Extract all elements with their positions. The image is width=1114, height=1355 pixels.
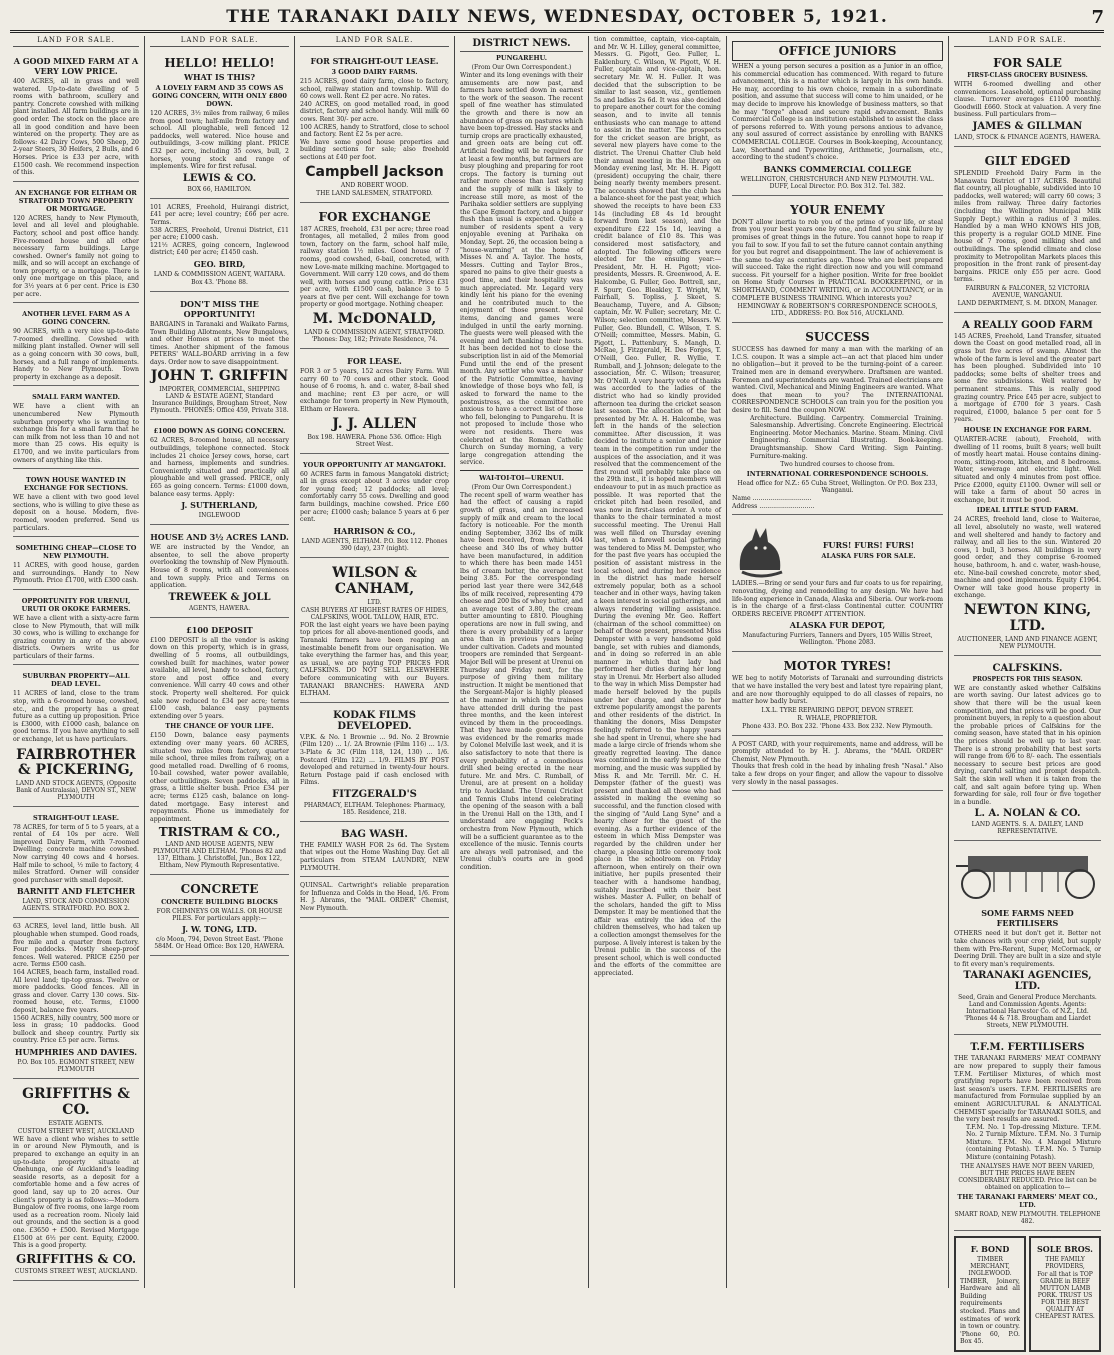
firm-name: WILSON & CANHAM, [332,564,417,597]
ad-heading: STRAIGHT-OUT LEASE. [32,813,120,822]
coupon-address-line: Address ............................ [732,502,815,510]
ad-body: 164 ACRES, beach farm, installed road. All level land; tip-top grass. Twelve or more paddocks. Good fences. All in grass and clover. Carry 130 cows. Six-roomed house, etc. Terms, £1000 deposit, balance five years. [13,968,139,1014]
firm-address: WELLINGTON, CHRISTCHURCH AND NEW PLYMOUTH. VAL. DUFF, Local Director. P.O. Box 312. Tel. 382. [740,175,935,190]
ad-heading: ANOTHER LEVEL FARM AS A GOING CONCERN. [22,310,130,327]
ad-heading: MOTOR TYRES! [783,659,892,674]
firm-desc: LAND & COMMISSION AGENT, WAITARA. [153,270,286,278]
column-3 [294,36,454,1288]
firm-name: Campbell Jackson [305,163,444,180]
ad-100-deposit [150,620,289,876]
firm-name: L. A. NOLAN & CO. [974,808,1081,820]
news-byline: (From Our Own Correspondent.) [471,64,572,71]
ad-body: SPLENDID Freehold Dairy Farm in the Manawatu District of 117 ACRES. Beautiful flat country, all ploughable, subdivided into 10 paddocks, well watered; will carry 60 cows; 3 miles from railway. Three dairy factories (including the Wellington Municipal Milk Supply Dept.) within a radius of 3 miles. Handled by a man WHO KNOWS HIS JOB, this property is a regular GOLD MINE. Fine house of 7 rooms, good milking shed and outbuildings. The splendid climate and close proximity to Metropolitan Markets places this proposition in the front rank of present-day bargains. PRICE only £55 per acre. Good terms. [954,169,1101,284]
ad-subheading: CONCRETE BUILDING BLOCKS [161,898,278,907]
course-list: Architecture. Building. Carpentry. Commercial Training. Salesmanship. Advertising. Concrete Engineering. Electrical Engineering. Motor Mechanics. Marine. Steam. Mining. Civil Engineering. Commercial Illustrating. Book-keeping. Draughtsmanship. Show Card Writing. Sign Painting. Furniture-making. [750,414,943,460]
firm-name: M. McDONALD, [312,311,437,328]
ad-motor-tyres [732,654,943,735]
ad-gilt-edged [954,149,1101,313]
ad-subheading: 3 GOOD DAIRY FARMS. [331,68,418,76]
ad-body: 121½ ACRES, going concern, Inglewood district; £40 per acre; £1450 cash. [150,241,289,257]
column-2 [144,36,294,1288]
ad-heading: SUCCESS [805,330,870,345]
firm-desc: LAND & COMMISSION AGENT, STRATFORD. 'Phones: Day, 182; Private Residence, 74. [304,329,445,344]
firm-name: TRISTRAM & CO., [158,825,281,840]
firm-address: SMART ROAD, NEW PLYMOUTH. TELEPHONE 482. [954,1210,1101,1225]
ad-body: FOR CHIMNEYS OR WALLS. OR HOUSE PILES. For particulars apply:— [156,908,283,923]
ad-body: 1560 ACRES, hilly country, 500 more or less in grass; 10 paddocks. Good bullock and sheep country. Partly six country. Price £5 per acre. Terms. [13,1014,139,1045]
ad-note: THE ANALYSES HAVE NOT BEEN VARIED, BUT THE PRICES HAVE BEEN CONSIDERABLY REDUCED. Price list can be obtained on application to— [958,1162,1097,1191]
ad-heading: T.F.M. FERTILISERS [970,1042,1085,1054]
ad-house-land [150,527,289,618]
firm-name: LEWIS & CO. [182,172,257,184]
ad-humphries [13,920,139,1079]
ad-1000-down [150,422,289,525]
ad-body: A POST CARD, with your requirements, name and address, will be promptly attended to by H. J. Abrams, the "MAIL ORDER" Chemist, New Plymouth. [732,740,943,763]
ad-post-card [732,738,943,792]
ad-heading: A GOOD MIXED FARM AT A VERY LOW PRICE. [13,56,139,76]
ad-heading: HOUSE IN EXCHANGE FOR FARM. [963,426,1092,434]
ad-quinsal [300,879,449,917]
ad-body: Thouks that fresh cold in the head by inhaling fresh "Nasal." Also take a few drops on your finger, and allow the vapour to dissolve very slowly in the nasal passages. [732,763,943,786]
firm-proprietor: R. WHALE, PROPRIETOR. [797,714,878,722]
firm-desc: CUSTOMS STREET WEST, AUCKLAND. [14,1267,138,1275]
ad-opportunity [150,294,289,421]
ad-heading: OPPORTUNITY FOR URENUI, URUTI OR OKOKE FARMERS. [21,596,131,613]
ad-really-good-farm [954,315,1101,656]
ad-heading: DON'T MISS THE OPPORTUNITY! [180,298,259,319]
ad-wilson-canham [300,560,449,703]
firm-desc: P.O. Box 105. EGMONT STREET, NEW PLYMOUTH [17,1058,135,1073]
ad-furs [732,517,943,652]
ad-heading: £1000 DOWN AS GOING CONCERN. [153,427,286,436]
ad-straight-out-lease [13,809,139,919]
news-byline: (From Our Own Correspondent.) [471,483,572,491]
ad-body: 11 ACRES, with good house, garden and surroundings. Handy to New Plymouth. Price £1700, with £300 cash. [13,562,139,585]
ad-heading: BAG WASH. [341,828,408,840]
ad-heading: FOR EXCHANGE [318,209,431,224]
masthead-title: THE TARANAKI DAILY NEWS, WEDNESDAY, OCTOBER 5, 1921. [226,7,888,27]
ad-body: 11 ACRES of land, close to the tram stop, with a 6-roomed house, cowshed, etc., and the property has a great future as a cutting up proposition. Price is £3000, with £1000 cash, balance on good terms. If you have anything to sell or exchange, let us have particulars. [13,690,139,744]
firm-desc: AGENTS, HAWERA. [188,604,251,612]
firm-desc: LAND AGENTS, ELTHAM. P.O. Box 112. Phones 390 (day), 237 (night). [301,537,448,552]
ad-exchange-eltham [13,184,139,304]
ad-mixed-farm [13,51,139,182]
ad-griffiths [13,1081,139,1281]
ad-heading: FOR LEASE. [347,356,402,367]
firm-name: THE TARANAKI FARMERS' MEAT CO., LTD. [957,1192,1098,1209]
ad-hello [150,51,289,199]
firm-name: F. BOND [970,1243,1010,1254]
ad-level-farm [13,305,139,386]
ad-body: 90 ACRES, with a very nice up-to-date 7-roomed dwelling. Cowshed with milking plant installed. Owner will sell as a going concern with 30 cows, bull, horses, and a full range of implements. Handy to New Plymouth. Town property in exchange as a deposit. [13,328,139,381]
column-header: LAND FOR SALE. [150,36,289,47]
column-header: LAND FOR SALE. [300,36,449,47]
ad-f-bond [954,1236,1026,1352]
column-5 [588,36,726,1288]
ad-body: QUINSAL. Cartwright's reliable preparation for Influenza and Colds in the Head, 1/6. From H. J. Abrams, the "MAIL ORDER" Chemist, New Plymouth. [300,882,449,913]
masthead [10,4,1104,33]
ad-heading: SUBURBAN PROPERTY—ALL DEAD LEVEL. [22,672,130,689]
firm-desc: INGLEWOOD [198,512,241,520]
ad-body: LADIES.—Bring or send your furs and fur coats to us for repairing, renovating, dyeing and remodelling to any design. We have had life-long experience in Canada, Alaska and Siberia. Our work-room is in the charge of a first-class Continental cutter. COUNTRY ORDERS RECEIVE PROMPT ATTENTION. [732,580,943,618]
column-1 [8,36,144,1288]
firm-name: HEMINGWAY & ROBERTSON'S CORRESPONDENCE SCHOOLS, LTD., ADDRESS: P.O. Box 516, AUCKLAND. [737,303,938,318]
ad-body: FOR the last eight years we have been paying top prices for all above-mentioned goods, and Taranaki farmers have been reaping an inestimable benefit from our organisation. We take everything the farmer has, and this year, as usual, we are paying TOP PRICES FOR CALFSKINS. DO NOT SELL ELSEWHERE before communicating with our Buyers. TARANAKI BRANCHES: HAWERA AND ELTHAM. [300,621,449,698]
firm-box: Box 43. 'Phone 88. [191,278,248,286]
firm-desc: AUCTIONEER, LAND AND FINANCE AGENT, NEW PLYMOUTH. [957,635,1098,650]
firm-desc: LAND AGENTS. S. A. DAILEY, LAND REPRESENTATIVE. [971,821,1084,836]
ad-heading: OFFICE JUNIORS [732,41,943,61]
firm-desc: LAND, STOCK & FINANCE AGENTS, HAWERA. [954,133,1101,141]
firm-name: TREWEEK & JOLL [168,591,271,603]
ad-body: WE have a client with two good level sections, who is willing to give these as deposit on a house. Modern, five-roomed, wooden preferred. Send us particulars. [13,494,139,532]
ad-body: WE have a client who wishes to settle in or around New Plymouth, and is prepared to exchange an equity in an up-to-date property situate at Onehunga, one of Auckland's leading seaside resorts, as a deposit for a comfortable home and a few acres of good land, say up to 20 acres. Our client's property is as follows:—Modern Bungalow of five rooms, one large room used as a recreation room. Nicely laid out grounds, and the section is a good one. £3650 + £500. Revised Mortgage £1500 at 6½ per cent. Equity, £2000. This is a good property. [13,1135,139,1250]
ad-straight-lease [300,51,449,203]
ad-body: For all that is TOP GRADE in BEEF MUTTON LAMB PORK. TRUST US FOR THE BEST QUALITY AT CHEAPEST RATES. [1035,1270,1095,1320]
firm-name: GEO. BIRD, [193,258,246,269]
ad-mangatoki [300,456,449,558]
firm-name: HUMPHRIES AND DAVIES. [14,1046,138,1057]
ad-heading: SOME FARMS NEED FERTILISERS [981,908,1074,929]
ad-subheading: ALASKA FURS FOR SALE. [821,552,916,561]
firm-address: Phone 433. P.O. Box 232. 'Phone 433. Box 232. New Plymouth. [742,722,933,730]
firm-name: FITZGERALD'S [332,788,417,800]
ad-heading: A REALLY GOOD FARM [962,319,1093,331]
firm-name: FAIRBURN & FALCONER, 52 VICTORIA AVENUE, WANGANUI. [965,284,1090,299]
ad-subheading: FIRST-CLASS GROCERY BUSINESS. [967,72,1088,79]
ad-success [732,325,943,515]
ad-tfm-fertilisers [954,1037,1101,1230]
ad-geo-bird [150,201,289,292]
column-header: LAND FOR SALE. [13,36,139,47]
ad-body: WE have a client with an unencumbered New Plymouth suburban property who is wanting to exchange this for a small farm that he can milk from not less than 10 and not more than 25 cows. His equity is £1700, and we invite particulars from owners of anything like this. [13,403,139,464]
firm-name: BANKS COMMERCIAL COLLEGE [763,163,912,174]
divider [460,470,583,471]
ad-body: OTHERS need it but don't get it. Better not take chances with your crop yield, but supply them with Pre-Rerent, Super, McCormack, or Deering Drill. They are built in a size and style to fit every man's requirements. [954,930,1101,968]
ad-body: 100 ACRES, handy to Stratford, close to school and factory. Rent £2 5s per acre. [300,123,449,139]
ad-something-cheap [13,539,139,590]
ad-body: BARGAINS in Taranaki and Waikato Farms, Town Building Allotments, New Bungalows, and other Homes at prices to meet the times. Another shipment of the famous PETERS' WALL-BOARD arriving in a few days. Order now to save disappointment. [150,320,289,366]
news-body: tion committee, captain, vice-captain, and Mr. W. H. Lilley, general committee, Messrs. G. Pigott, Geo. Fuller, L. Eaklenbury, C. Wilson, W. Pigott, W. H. Fuller, captain and vice-captain, hon. secretary Mr. W. H. Fuller. It was decided that the subscription to be similar to last season, viz., gentlemen 5s and ladies 2s 6d. It was also decided to prepare another court for the coming season, and to invite all tennis enthusiasts who can manage to attend to assist in the matter. The prospects for the cricket season are bright, as several new players have come to the district. The Urenui Chatter Club held their annual meeting in the library on Monday evening last, Mr. H. H. Pigott (president) occupying the chair, there being nearly twenty members present. The accounts showed that the club has a balance-sheet for the past year, which showed the receipts to have been £33 14s (including £8 4s 1d brought forward from last season), and the expenditure £22 15s 1d, leaving a credit balance of £10 8s. This was considered most satisfactory, and adopted. The following officers were elected for the ensuing year:—President, Mr. H. H. Pigott; vice-presidents, Messrs. R. Greenwood, A. E. Halcombe, G. Fuller, Geo. Bottrell, snr., F. Spurr, Geo. Bleakley, T. Wright, W. Fairhall, S. Topliss, J. Skeet, S. Beauchamp, Tuyere, and A. Gibson; captain, Mr. W. Fuller; secretary, Mr. C. Wilson; selection committee, Messrs. W. Fuller, Geo. Blundell, C. Wilson, T. S. O'Neill; committee, Messrs. Mabin, G. Pigott, L. Pattenbury, S. Mangh, D. McRae, J. Fitzgerald, H. Des Forges, T. O'Neill, Geo. Fuller, R. Wyllie, T. Rumball, and J. Johnson; delegate to the association, Mr. C. Wilson; treasurer, Mr. O'Neill. A very hearty vote of thanks was accorded to the ladies of the district who had so kindly provided afternoon tea during the cricket season last season. The allocation of the bat presented by Mr. A. H. Halcombe, was left in the hands of the selection committee. After discussion, it was decided to institute a senior and junior team in the competition run under the auspices of the association, and it was resolved that the commencement of the first round will probably take place on the 29th inst., it is hoped members will endeavour to put in as much practice as possible. It was reported that the cricket pitch had been resoiled, and was now in first-class order. A vote of thanks to the chair terminated a most successful meeting. The Urenui Hall was well filled on Thursday evening last, when a farewell social gathering was tendered to Miss M. Dempster, who for the past five years has occupied the position of assistant mistress in the local school, and during her residence in the district has made herself extremely popular, both as a school teacher and in other ways, having taken a keen interest in social gatherings, and always rendering willing assistance. During the evening Mr. Geo. Reffert (chairman of the school committee) on behalf of those present, presented Miss Dempster with a very handsome gold bangle, set with rubies and diamonds, and in doing so referred in an able manner in which that lady had performed her duties during her long stay in Urenui. Mr. Herbert also alluded to the way in which Miss Dempster had made herself beloved by the pupils under her charge, and also to her extreme popularity amongst the parents and other residents of the district. In thanking the donors, Miss Dempster feelingly referred to the happy years she had spent in Urenui, where she had made a large circle of friends whom she greatly regretted leaving. The dance was continued in the early hours of the morning, and the music was supplied by Miss R. and Mr. Terrill. Mr. C. H. Dempster (father of the guest) was present and thanked all those who had assisted in making the evening so successful, and the function closed with the singing of "Auld Lang Syne" and a hearty cheer for the guest of the evening. As a further evidence of the esteem in which Miss Dempster was regarded by the children under her charge, a pleasing little ceremony took place in the schoolroom on Friday afternoon, when entirely on their own initiative, her pupils presented their teacher with a handsome handbag, suitably inscribed with their best wishes. Master A. Fuller, on behalf of the scholars, handed the gift to Miss Dempster. It may be mentioned that the affair was entirely the idea of the children themselves, who had taken up a collection amongst themselves for the purpose. A lively interest is taken by the Urenui public in the success of the present school, which is well conducted and the efforts of the committee are appreciated. [594,36,721,978]
ad-heading: CONCRETE [180,882,259,897]
ad-calfskins [954,658,1101,842]
ad-body: 78 ACRES, for term of 5 to 5 years, at a rental of £4 10s per acre. Well improved Dairy Farm, with 7-roomed Dwelling; concrete machine cowshed. Now carrying 40 cows and 4 horses. Half mile to school, ½ mile to factory, 4 miles Stratford. Owner will consider good purchaser with small deposit. [13,823,139,884]
news-body: Winter and its long evenings with their amusements are now past, and farmers have settled down in earnest to the work of the season. The recent spell of fine weather has stimulated the growth and there is now an abundance of grass on pastures which have been top-dressed. Hay stacks and turnip crops are practically exhausted, and green oats are being cut off. Artificial feeding will be required for at least a few months, but farmers are busy ploughing and preparing for root crops. The factory is turning out rather more cheese than last spring and the supply of milk is likely to increase still more, as most of the Parihaka soldier settlers are supplying the Cape Egmont factory, and a bigger flush than usual is expected. Quite a number of residents spent a very enjoyable evening at Parihaka on Monday, Sept. 26, the occasion being a "house-warming" at the home of Misses N. and A. Taylor. The hosts, Messrs. Cutting and Taylor Bros., spared no pains to give their guests a good time, and their hospitality was much appreciated. Mr. Legard very kindly lent his piano for the evening and he contributed much to the enjoyment of those present. Vocal items, dancing and games were indulged in until the early morning. The guests were well pleased with the evening and left thanking their hosts. It has been decided not to close the subscription list in aid of the Memorial Fund until the end of the present month. Any settler who was a member of the Patriotic Committee, having knowledge of those boys who fell, is asked to forward the name to the postmistress, as the committee are anxious to have a correct list of those who fell, belonging to Pungarehu. It is not proposed to include those who were not residents. There was celebrated at the Roman Catholic Church on Sunday morning, a very large congregation attending the service. [460,72,583,467]
firm-desc: THE LAND SALESMEN, STRATFORD. [316,189,433,197]
ad-sole-bros [1029,1236,1101,1352]
firm-name: I.X.L. TYRE REPAIRING DEPOT, DEVON STREET. [761,706,914,714]
ad-heading: SOMETHING CHEAP—CLOSE TO NEW PLYMOUTH. [15,544,137,561]
ad-heading: FOR SALE [993,56,1062,70]
firm-name: ALASKA FUR DEPOT, [789,620,886,631]
product-list: T.F.M. No. 1 Top-dressing Mixture. T.F.M. No. 2 Turnip Mixture. T.F.M. No. 3 Turnip Mixture. T.F.M. No. 4 Mangel Mixture (containing Potash). T.F.M. No. 5 Turnip Mixture (containing Potash). [966,1123,1101,1162]
ad-heading: IDEAL LITTLE STUD FARM. [976,506,1079,515]
section-title: DISTRICT NEWS. [460,38,583,52]
ad-heading: HOUSE AND 3½ ACRES LAND. [150,532,289,543]
ad-body: DON'T allow inertia to rob you of the prime of your life, or steal from you your best years one by one, and find you sink failure by promises of great things in the future. You cannot hope to reap if you fail to sow. If you fail to set the future cannot contain anything for you but regret and disappointment. The law of achievement is the same to-day as centuries ago. Those who are best prepared will succeed. Take the right direction now and you will command success. Fit yourself for a higher position. Write for free booklet on Home Study Courses in PRACTICAL BOOKKEEPING, or in SHORTHAND, COMMENT WRITING, or in ACCOUNTANCY, or in COMPLETE BUSINESS TRAINING. Which interests you? [732,218,943,302]
firm-name: JAMES & GILLMAN [972,120,1083,132]
ad-heading: GILT EDGED [984,153,1071,168]
ad-heading: HELLO! HELLO! [164,56,275,70]
ad-body: FOR 3 or 5 years, 152 acres Dairy Farm. Will carry 60 to 70 cows and other stock. Good house of 6 rooms, h. and c. water, 8-bail shed and machine; rent £3 per acre, or will exchange for town property in New Plymouth, Eltham or Hawera. [300,368,449,414]
ad-body: 215 ACRES, good dairy farm, close to factory, school, railway station and township. Will do 60 cows well. Rent £2 per acre. No rates. [300,78,449,101]
ad-suburban [13,667,139,806]
firm-name: INTERNATIONAL CORRESPONDENCE SCHOOLS. [746,470,929,479]
ad-bag-wash [300,824,449,877]
ad-body: WE are instructed by the Vendor, an absentee, to sell the above property overlooking the township of New Plymouth. House of 8 rooms, with all conveniences and town supply. Price and Terms on application. [150,544,289,590]
ad-body: We have some good house properties and building sections for sale; also freehold sections at £40 per foot. [300,138,449,161]
ad-fertilisers [954,843,1101,1035]
firm-desc: BOX 66, HAMILTON. [187,185,252,193]
news-subheading: PUNGAREHU. [496,54,547,62]
firm-name: J. W. TONG, LTD. [182,924,257,935]
firm-name: JOHN T. GRIFFIN [150,368,289,385]
column-7 [948,36,1106,1346]
news-body: The recent spell of warm weather has had the effect of causing a rapid growth of grass, and an increased supply of milk and cream to the local factory is noticeable. For the month ending September, 3362 lbs of milk have been received, from which 404 cheese and 340 lbs of whey butter have been manufactured, in addition to which there has been made 1451 lbs of cream butter, the average test being 3.85. For the corresponding period last year there were 342,648 lbs of milk received, representing 479 cheese and 200 lbs of whey butter, and an average test of 3.80, the cream butter amounting to £810. Ploughing operations are now in full swing, and there is every probability of a larger area than in previous years being under cultivation. Cadets and mounted troopers are reminded that Sergeant-Major Bell will be present at Urenui on Thursday and Friday next, for the purpose of giving them military instruction. It might be mentioned that the Sergeant-Major is highly pleased at the manner in which the trainees have attended drill during the past three months, and the keen interest evinced by them in the proceedings. That they have made good progress was evidenced by the remarks made by Colonel Melville last week, and it is also satisfactory to note that there is every probability of a commodious drill shed being erected in the near future. Mr. and Mrs. C. Rumball, of Urenui, are at present on a holiday trip to Auckland. The Urenui Cricket and Tennis Clubs intend celebrating the opening of the season with a ball in the Urenui Hall on the 13th, and I understand are engaging Peck's orchestra from New Plymouth, which will be a sufficient guarantee as to the excellence of the music. Tennis courts are always well patronised, and the Urenui club's courts are in good condition. [460,491,583,871]
ad-subheading: WHAT IS THIS? [183,72,256,82]
ad-heading: £100 DEPOSIT [186,624,253,635]
firm-name: FAIRBROTHER & PICKERING, [16,746,136,778]
ad-body: TIMBER, Joinery, Hardware and all Building requirements stocked. Plans and estimates of work in town or country. 'Phone 60, P.O. Box 45. [960,1277,1020,1346]
ad-body: V.P.K. & No. 1 Brownie ... 9d. No. 2 Brownie (Film 120) ... 1/. 2A Brownie (Film 116) ... 1/3. 3-Plate & 3C (Film 118, 124, 130) ... 1/6. Postcard (Film 122) ... 1/9. FILMS BY POST developed and returned in twenty-four hours. Return Postage paid if cash enclosed with Films. [300,733,449,787]
ad-body: 187 ACRES, freehold, £31 per acre; three road frontages, all metalled, 2 miles from good town, factory on the farm, school half mile, railway station 1½ miles. Good house of 7 rooms, good cowshed, 6-bail, concreted, with new Love-mate milking machine. Mortgaged to Government. Will carry 120 cows, and do them well, with horses and young cattle. Price £31 per acre, with £1500 cash, balance 3 to 5 years at five per cent. Will exchange for town property or good mortgage. Nothing cheaper. [300,225,449,309]
column-header: LAND FOR SALE. [954,36,1101,47]
firm-name: BARNITT AND FLETCHER [16,886,136,897]
ad-heading: YOUR ENEMY [790,202,885,217]
fox-illustration-icon [732,520,790,580]
ad-body: 400 ACRES, all in grass and well watered. Up-to-date dwelling of 5 rooms with bathroom, scullery and pantry. Concrete cowshed with milking plant installed. All farm buildings are in good order. The stock on the place are all in good condition and have been wintered on the property. They are as follows: 42 Dairy Cows, 500 Sheep, 20 2-year Steers, 30 Heifers, 2 Bulls, and 6 Horses. Price is £33 per acre, with £1500 cash. We recommend inspection of this. [13,78,139,177]
ad-body: 63 ACRES, level land, little bush. All ploughable when stumped. Good roads, five mile and a quarter from factory. Four paddocks. Mostly sheep-proof fences. Well watered. PRICE £250 per acre. Terms £500 cash. [13,923,139,969]
ad-body: 120 ACRES, handy to New Plymouth, level and all level and ploughable. Factory, school and post office handy. Five-roomed house and all other necessary farm buildings. Large cowshed. Owner's family not going to milk, and so will accept an exchange of town property, or a mortgage. There is only one mortgage on this place, and for 3½ years at 6 per cent. Price is £30 per acre. [13,214,139,298]
ad-heading: KODAK FILMS DEVELOPED. [333,709,416,732]
column-6 [726,36,948,1288]
firm-name: J. J. ALLEN [332,415,417,432]
ad-body: 240 ACRES, on good metalled road, in good district, factory and school handy. Will milk 60 cows. Rent 30/- per acre. [300,100,449,123]
firm-desc: IMPORTER, COMMERCIAL, SHIPPING LAND & ESTATE AGENT, Standard Insurance Buildings, Brougham Street, New Plymouth. 'PHONES: Office 459, Private 318. [150,386,289,415]
firm-desc: Box 198. HAWERA. Phone 536. Office: High Street West. [307,433,442,448]
column-4 [454,36,588,1288]
firm-name: GRIFFITHS & CO. [22,1085,130,1118]
ad-body: £150 Down, balance easy payments extending over many years. 60 ACRES, situated two miles from factory, quarter mile school, three miles from railway, on a good metalled road. Dwelling of 6 rooms, 10-bail cowshed, water power available, other outbuildings. Seven paddocks, all in grass, a little shelter bush. Price £34 per acre; terms £125 cash, balance on long-dated mortgage. Easy interest and repayments. Phone us immediately for appointment. [150,732,289,823]
ad-subheading: PROSPECTS FOR THIS SEASON. [972,675,1083,683]
ad-your-enemy [732,198,943,324]
ad-body: WE have a client with a sixty-acre farm close to New Plymouth, that will milk 30 cows, who is willing to exchange for grazing country in any of the above districts. Owners write us for particulars of their farms. [13,614,139,660]
firm-desc: LAND AND STOCK AGENTS, (Opposite Bank of Australasia), DEVON ST., NEW PLYMOUTH [15,779,137,801]
ad-urenui-opportunity [13,592,139,666]
ad-heading: CALFSKINS. [992,662,1063,674]
ad-body: WE are constantly asked whether Calfskins are worth saving. Our latest advices go to show that there will be the usual keen competition, and that prices will be good. Our prominent buyers, in reply to a question about the probable prices of Calfskins for the coming season, have stated that in his opinion the prices should be well up to last year. There is a strong probability that best sorts will range from 6/6 to 8/- each. The essentials necessary to secure best prices are good drying, careful salting and prompt despatch. Salt the skin well when it is taken from the calf, and salt again before tying up. When forwarding for sale, roll four or five together in a bundle. [954,684,1101,806]
ad-body: 101 ACRES, Freehold, Huirangi district, £41 per acre; level country; £66 per acre. Terms. [150,203,289,226]
firm-name: SOLE BROS. [1037,1243,1093,1254]
ad-small-farm-wanted [13,388,139,469]
ad-heading: THE CHANCE OF YOUR LIFE. [165,722,274,731]
ad-concrete [150,877,289,956]
ad-heading: YOUR OPPORTUNITY AT MANGATOKI. [303,460,446,469]
ad-heading: FOR STRAIGHT-OUT LEASE. [310,56,439,66]
ad-body: THE TARANAKI FARMERS' MEAT COMPANY are now prepared to supply their famous T.F.M. Fertiliser Mixtures, of which most gratifying reports have been received from last season's users. T.F.M. FERTILISERS are manufactured from Formulae supplied by an eminent AGRICULTURAL & ANALYTICAL CHEMIST specially for TARANAKI SOILS, and the very best results are assured. [954,1055,1101,1124]
firm-sub: AND ROBERT WOOD. [340,181,409,189]
firm-address: Manufacturing Furriers, Tanners and Dyers, 105 Willis Street, Wellington. 'Phone 2083. [742,632,933,647]
firm-sub: LTD. [367,598,382,606]
firm-desc: LAND, STOCK AND COMMISSION AGENTS. STRATFORD. P.O. BOX 2. [22,898,130,913]
ad-body: 60 ACRES farm in famous Mangatoki district; all in grass except about 3 acres under crop for young feed; 12 paddocks; all level; comfortably carry 55 cows. Dwelling and good farm buildings, machine cowshed. Price £60 per acre; £1000 cash; balance 5 years at 6 per cent. [300,470,449,524]
firm-desc: THE FAMILY PROVIDERS, [1045,1255,1085,1270]
ad-subheading: A LOVELY FARM AND 35 COWS AS GOING CONCERN, WITH ONLY £800 DOWN. [152,84,287,108]
ad-body: WITH 6-roomed dwelling and other conveniences. Leasehold, optional purchasing clause. Turnover averages £1100 monthly. Goodwill £660. Stock at valuation. A very fine business. Full particulars from— [954,81,1101,119]
news-subheading: WAI-TOI-TOI—URENUI. [479,473,564,482]
firm-name: TARANAKI AGENCIES, LTD. [963,970,1092,993]
ad-body: WE beg to notify Motorists of Taranaki and surrounding districts that we have installed the very best and latest tyre repairing plant, and are now thoroughly equipped to do all classes of repairs, no matter how badly burst. [732,675,943,706]
ad-kodak [300,705,449,822]
seed-drill-illustration-icon [954,846,1102,902]
ad-town-house [13,471,139,537]
firm-desc: LAND AND HOUSE AGENTS, NEW PLYMOUTH AND ELTHAM. 'Phones 82 and 137, Eltham. J. Christoffel, Jun., Box 122, Eltham, New Plymouth Representative. [153,841,286,870]
ad-heading: SMALL FARM WANTED. [32,393,120,402]
bottom-ads [954,1233,1101,1355]
firm-desc: PHARMACY, ELTHAM. Telephones: Pharmacy, 185. Residence, 218. [303,801,446,816]
ad-office-juniors [732,36,943,196]
ad-body: 24 ACRES, freehold land, close to Waiterae, all level, absolutely no waste, well watered and well sheltered and handy to factory and railway, and all lies to the sun. Wintered 20 cows, 1 bull, 3 horses. All buildings in very good order, and they comprise 6-roomed house, bathroom, h. and c. water, wash-house, etc. Nine-bail cowshed concrete, motor shed, machine and good implements. Equity £1964. Owner will take good house property in exchange. [954,516,1101,600]
firm-desc: c/o Moon, 794, Devon Street East. 'Phone 584M. Or Head Office: Box 120, HAWERA. [154,936,285,951]
firm-address: CUSTOM STREET WEST, AUCKLAND [17,1127,135,1135]
ad-body: WHEN a young person secures a position as a Junior in an office, his commercial education has commenced. With regard to future advancement, this is a matter which is largely in his own hands. He may, according to his own choice, remain in a subordinate position, and assume that success will come to him unaided, or he may decide to improve his knowledge of business matters, so that he may "forge" ahead and secure rapid advancement. Banks Commercial College is an institution established to assist the class of persons referred to. With young persons anxious to advance, any soul assured of correct assistance by enrolling with BANKS COMMERCIAL COLLEGE. Courses in Book-keeping, Accountancy, Law, Shorthand and Typewriting, Arithmetic, Journalism, etc., according to the student's choice. [732,63,943,162]
firm-desc: ESTATE AGENTS. [48,1119,104,1127]
firm-desc: LAND DEPARTMENT, S. M. DIXON, Manager. [957,299,1098,307]
ad-body: THE FAMILY WASH FOR 2s 6d. The System that wipes out the Home Washing Day. Get all particulars from STEAM LAUNDRY, NEW PLYMOUTH. [300,841,449,872]
ad-heading: AN EXCHANGE FOR ELTHAM OR STRATFORD TOWN PROPERTY OR MORTGAGE. [15,188,137,213]
firm-address: Head office for N.Z.: 65 Cuba Street, Wellington. Or P.O. Box 233, Wanganui. [737,480,938,495]
ad-body: 145 ACRES, Freehold, Land Transfer, situated down the Coast on good metalled road, all in grass but five acres of swamp. Almost the whole of the farm is level and the greater part has been ploughed. Subdivided into 10 paddocks; some belts of shelter trees and some fire subdivisions. Well watered by permanent streams. This is really good grazing country. Price £45 per acre, subject to a mortgage of £700 for 3 years. Cash required, £1000, balance 5 per cent for 5 years. [954,332,1101,424]
ad-body: QUARTER-ACRE (about), Freehold, with dwelling of 11 rooms, built 8 years; well built of mostly heart matai. House contains dining-room, sitting-room, kitchen, and 8 bedrooms. Water, sewerage and electric light. Well situated and only 4 minutes from post office. Price £2000, equity £1100. Owner will sell or will take a farm of about 50 acres in exchange, but it must be good. [954,436,1101,504]
ad-heading: TOWN HOUSE WANTED IN EXCHANGE FOR SECTIONS. [24,476,128,493]
ad-body: 120 ACRES, 3½ miles from railway, 6 miles from good town; half-mile from factory and school. All ploughable, well fenced 12 paddocks, well watered. Nice house and outbuildings, 3-cow milking plant. PRICE £32 per acre, including 35 cows, bull, 2 horses, young stock and range of implements. Wire for first refusal. [150,110,289,171]
firm-name: NEWTON KING, LTD. [963,601,1092,634]
ad-note: Two hundred courses to choose from. [780,461,895,469]
ad-body: SUCCESS has dawned for many a man with the marking of an I.C.S. coupon. It was a simple act—an act that placed him under no obligation—but it proved to be the turning-point of a career. Trained men are in demand everywhere. Draftsmen are wanted. Foremen and superintendents are wanted. Trained electricians are wanted. Civil, Mechanical and Mining Engineers are wanted. What does that mean to you? The INTERNATIONAL CORRESPONDENCE SCHOOLS can train you for the position you desire to fill. Send the coupon NOW. [732,346,943,414]
ad-for-lease [300,351,449,454]
firm-desc: CASH BUYERS AT HIGHEST RATES OF HIDES, CALFSKINS, WOOL TALLOW, HAIR, ETC. [301,606,448,621]
firm-desc: Seed, Grain and General Produce Merchants. Land and Commission Agents. Agents: International Harvester Co. of N.Z., Ltd. 'Phones 44 & 718. Brougham and Liardet Streets, NEW PLYMOUTH. [958,994,1097,1030]
firm-name: HARRISON & CO., [333,525,416,536]
page-number: 7 [1091,6,1104,28]
firm-desc: TIMBER MERCHANT, INGLEWOOD. [968,1255,1012,1277]
firm-name: GRIFFITHS & CO. [15,1251,137,1266]
coupon-name-line: Name .............................. [732,495,812,503]
ad-for-exchange [300,205,449,350]
firm-name: J. SUTHERLAND, [181,500,258,511]
ad-body: 62 ACRES, 8-roomed house, all necessary outbuildings, telephone connected. Stock includes 21 choice Jersey cows, horse, cart and harness, implements and sundries. Conveniently situated and practically all ploughable and well grassed. PRICE, only £65 as going concern. Terms: £1000 down, balance easy terms. Apply: [150,437,289,498]
ad-grocery [954,51,1101,147]
ad-heading: FURS! FURS! FURS! [822,540,915,551]
ad-body: £100 DEPOSIT is all the vendor is asking down on this property, which is in grass, dwelling of 5 rooms, all outbuildings, cowshed built for machines, water power available, all level, handy to school, factory, store and post office and every convenience. Will carry 40 cows and other stock. Property well sheltered. For quick sale now reduced to £34 per acre; terms £100 cash, balance easy payments extending over 5 years. [150,636,289,720]
ad-body: 538 ACRES, Freehold, Urenui District, £11 per acre; £1000 cash. [150,226,289,242]
